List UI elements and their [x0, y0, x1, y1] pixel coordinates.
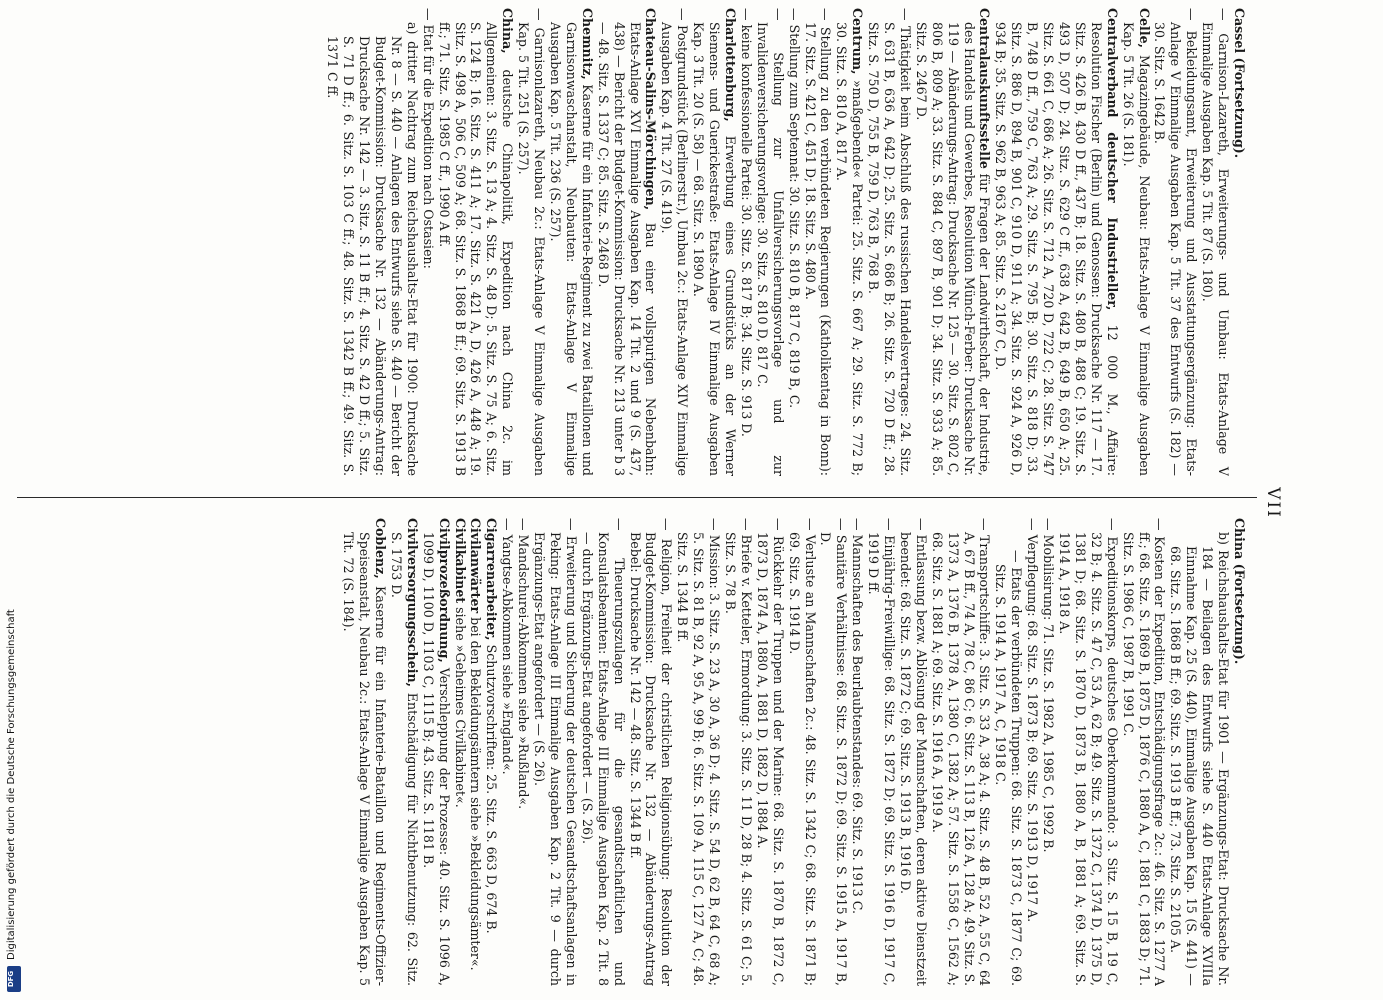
index-entry	[993, 8, 1120, 476]
entry-text: — Etats der verbündeten Truppen: 68. Sitz. S. 1873 C, 1877 C; 69. Sitz. S. 1914 A, 1917 A, C, 1918 C.	[993, 550, 1025, 986]
index-entry	[595, 8, 659, 476]
index-entry	[865, 8, 913, 476]
entry-text: — Religion, Freiheit der christlichen Religionsübung: Resolution der Budget-Kommission: Drucksache Nr. 132 — Abänderungs-Antrag Bebel: Drucksache Nr. 142 — 48. Sitz. S. 1344 B ff.	[627, 518, 675, 986]
index-entry	[340, 518, 388, 986]
index-entry	[499, 518, 515, 986]
index-entry	[913, 8, 993, 476]
entry-text: — Erweiterung und Sicherung der deutschen Gesandtschaftsanlagen in Peking: Etats-Anlage III Einmalige Ausgaben Kap. 2 Tit. 9 — durch Ergänzungs-Etat angefordert — (S. 26).	[532, 518, 579, 986]
entry-text: »maßgebende« Partei: 25. Sitz. S. 667 A; 29. Sitz. S. 772 B; 30. Sitz. S. 810 A, 817 A.	[834, 22, 866, 476]
entry-text: bei den Bekleidungsämtern siehe »Bekleidungsämter«.	[468, 617, 484, 971]
entry-heading: Centralverband deutscher Industrieller,	[1104, 8, 1120, 311]
entry-text: — Stellung zu den verbündeten Regierungen (Katholikentag in Bonn): 17. Sitz. S. 421 C, 451 D; 18. Sitz. S. 480 A.	[802, 8, 834, 476]
entry-heading: Civilversorgungsschein,	[404, 518, 420, 688]
index-entry	[1120, 8, 1152, 476]
index-entry	[849, 518, 865, 986]
entry-text: siehe »Geheimes Civilkabinet«.	[452, 607, 468, 808]
entry-text: — Etat für die Expedition nach Ostasien:	[420, 8, 436, 269]
entry-text: Kaserne für ein Infanterie-Bataillon und Regiments-Offizier-Speiseanstalt, Neubau 2c.: Etats-Anlage V Einmalige Ausgaben Kap. 5 Tit. 72 (S. 184).	[341, 532, 389, 986]
entry-heading: Cigarrenarbeiter,	[484, 518, 500, 641]
entry-heading: Civilkabinet	[452, 518, 468, 604]
entry-text: für Fragen der Landwirthschaft, der Industrie, des Handels und Gewerbes, Resolution Münch-Ferber: Drucksache Nr. 119 — Abänderungs-Antrag: Drucksache Nr. 125 — 30. Sitz. S. 802 C, 806 B, 809 A; 33. Sitz. S. 884 C, 897 B, 901 D; 34. Sitz. S. 933 A; 85. Sitz. S. 2467 D.	[913, 22, 993, 476]
index-entry	[786, 8, 802, 476]
entry-text: — Thätigkeit beim Abschluß des russischen Handelsvertrages: 24. Sitz. S. 631 B, 636 A, 642 D; 25. Sitz. S. 686 B; 26. Sitz. S. 720 D ff.; 28. Sitz. S. 750 D, 755 B, 759 D, 763 B, 768 B.	[866, 8, 913, 476]
index-entry	[865, 518, 897, 986]
entry-text: — Verluste an Mannschaften 2c.: 48. Sitz. S. 1342 C; 68. Sitz. S. 1871 B; 69. Sitz. S. 1914 D.	[786, 518, 818, 986]
entry-heading: Celle,	[1136, 8, 1152, 49]
index-entry	[1231, 8, 1247, 476]
entry-heading: China (Fortsetzung).	[1232, 518, 1247, 665]
index-entry	[452, 518, 468, 986]
entry-text: a) dritter Nachtrag zum Reichshaushalts-Etat für 1900: Drucksache Nr. 8 — S. 440 — Anlagen des Entwurfs siehe S. 440 — Bericht der Budget-Kommission: Drucksache Nr. 132 — Abänderungs-Antrag: Drucksache Nr. 142 — 3. Sitz. S. 11 B ff.; 4. Sitz. S. 42 D ff.; 5. Sitz. S. 71 D ff.; 6. Sitz. S. 103 C ff.; 48. Sitz. S. 1342 B ff.; 49. Sitz. S. 1371 C ff.	[325, 22, 420, 476]
index-entry	[515, 518, 531, 986]
index-entry	[420, 8, 436, 476]
left-column	[27, 8, 1247, 476]
column-divider	[17, 497, 1257, 498]
index-entry	[388, 518, 420, 986]
index-entry	[754, 518, 786, 986]
entry-heading: Civilanwärter	[468, 518, 484, 614]
index-entry	[658, 8, 690, 476]
entry-text: — Stellung zur Unfallversicherungsvorlage und zur Invalidenversicherungsvorlage: 30. Sitz. S. 810 D, 817 C.	[754, 8, 786, 476]
digitization-notice: Digitalisierung gefördert durch die Deutsche Forschungsgemeinschaft	[6, 609, 17, 960]
index-entry	[1024, 518, 1040, 986]
index-entry	[993, 518, 1025, 986]
index-entry	[436, 8, 516, 476]
dfg-logo-text: DFG	[7, 970, 16, 988]
entry-text: — Expeditionskorps, deutsches Oberkommando: 3. Sitz. S. 15 B, 19 C, 32 B; 4. Sitz. S. 47 C, 53 A, 62 B; 49. Sitz. S. 1372 C, 1374 D, 1375 D, 1381 D; 68. Sitz. S. 1870 D, 1873 B, 1880 A, B, 1881 A; 69. Sitz. S. 1914 A, 1918 A.	[1057, 518, 1120, 986]
index-entry	[515, 8, 547, 476]
entry-text: deutsche Chinapolitik, Expedition nach China 2c. im Allgemeinen: 3. Sitz. S. 13 A; 4. Sitz. S. 48 D; 5. Sitz. S. 75 A; 6. Sitz. S. 124 B; 16. Sitz. S. 411 A; 17. Sitz. S. 421 A, D, 426 A, 448 A; 19. Sitz. S. 498 A, 506 C, 509 A; 68. Sitz. S. 1868 B ff.; 69. Sitz. S. 1913 B ff.; 71. Sitz. S. 1985 C ff., 1990 A ff.	[436, 22, 516, 476]
entry-heading: Coblenz,	[373, 518, 389, 579]
entry-heading: Civilprozeßordnung,	[436, 518, 452, 663]
index-entry	[420, 518, 452, 986]
index-entry	[833, 8, 865, 476]
entry-text: — Transportschiffe: 3. Sitz. S. 33 A, 38 A; 4. Sitz. S. 48 B, 52 A, 55 C, 64 A, 67 B ff., 74 A, 78 C, 86 C; 6. Sitz. S. 113 B, 126 A, 128 A; 49. Sitz. S. 1373 A, 1376 B, 1378 A, 1380 C, 1382 A; 57. Sitz. S. 1558 C, 1562 A; 68. Sitz. S. 1881 A; 69. Sitz. S. 1916 A, 1919 A.	[929, 518, 993, 986]
entry-text: Bau einer vollspurigen Nebenbahn: Etats-Anlage XVI Einmalige Ausgaben Kap. 14 Tit. 2 und 9 (S. 437, 438) — Bericht der Budget-Kommission: Drucksache Nr. 213 unter b 3 — 48. Sitz. S. 1337 C; 85. Sitz. S. 2468 D.	[595, 22, 659, 476]
index-entry	[738, 8, 754, 476]
entry-heading: China,	[500, 8, 516, 54]
entry-heading: Charlottenburg,	[723, 8, 738, 122]
index-entry	[627, 518, 675, 986]
index-entry	[722, 518, 754, 986]
index-entry	[754, 8, 786, 476]
page-number: VII	[1263, 487, 1283, 519]
entry-text: — Mannschaften des Beurlaubtenstandes: 69. Sitz. S. 1913 C.	[850, 518, 866, 914]
index-entry	[547, 8, 595, 476]
entry-text: Kaserne für ein Infanterie-Regiment zu zwei Bataillonen und Garnisonwaschanstalt, Neubauten: Etats-Anlage V Einmalige Ausgaben Kap. 5 Tit. 236 (S. 257).	[548, 22, 595, 476]
index-entry	[579, 518, 627, 986]
index-entry	[897, 518, 929, 986]
index-entry	[786, 518, 818, 986]
entry-text: Schutzvorschriften: 25. Sitz. S. 663 D, 674 B.	[484, 644, 500, 934]
entry-text: — Mission: 3. Sitz. S. 23 A, 30 A, 36 D; 4. Sitz. S. 54 D, 62 B, 64 C, 68 A; 5. Sitz. S. 81 B, 92 A, 95 A, 99 B; 6. Sitz. S. 109 A, 115 C, 127 A, C; 48. Sitz. S. 1344 B ff.	[675, 518, 723, 986]
entry-text: b) Reichshaushalts-Etat für 1901 — Ergänzungs-Etat: Drucksache Nr. 184 — Beilagen des Entwurfs siehe S. 440 Etats-Anlage XVIIIa Einnahme Kap. 25 (S. 440), Einmalige Ausgaben Kap. 15 (S. 441) — 68. Sitz. S. 1868 B ff.; 69. Sitz. S. 1913 B ff.; 73. Sitz. S. 2105 A.	[1168, 532, 1232, 986]
entry-text: — Postgrundstück (Berlinerstr.), Umbau 2c.: Etats-Anlage XIV Einmalige Ausgaben Kap. 4 Tit. 27 (S. 419).	[659, 8, 691, 476]
index-entry	[674, 518, 722, 986]
entry-heading: Centrum,	[850, 8, 866, 75]
right-column	[27, 518, 1247, 986]
entry-text: — Sanitäre Verhältnisse: 68. Sitz. S. 1872 D; 69. Sitz. S. 1915 A, 1917 B, D.	[818, 518, 850, 986]
entry-text: — Kosten der Expedition, Entschädigungsfrage 2c.: 46. Sitz. S. 1277 A ff.; 68. Sitz. S. 1869 B, 1875 D, 1876 C, 1880 A, C, 1881 C, 1883 D; 71. Sitz. S. 1986 C, 1987 B, 1991 C.	[1120, 518, 1168, 986]
index-entry	[531, 518, 579, 986]
entry-text: — Mobilisirung: 71. Sitz. S. 1982 A, 1985 C, 1992 B.	[1041, 518, 1057, 853]
index-entry	[1231, 518, 1247, 986]
entry-text: — Einjährig-Freiwillige: 68. Sitz. S. 1872 D; 69. Sitz. S. 1916 D, 1917 C, 1919 D ff.	[866, 518, 898, 986]
index-entry	[1056, 518, 1120, 986]
index-entry	[929, 518, 993, 986]
entry-text: — Rückkehr der Truppen und der Marine: 68. Sitz. S. 1870 B, 1872 C, 1873 D, 1874 A, 1880 A, 1881 D, 1882 D, 1884 A.	[754, 518, 786, 986]
entry-text: — Yangtse-Abkommen siehe »England«.	[500, 518, 516, 775]
entry-text: — Mandschurei-Abkommen siehe »Rußland«.	[516, 518, 532, 810]
index-entry	[324, 8, 419, 476]
entry-text: — Garnison-Lazareth, Erweiterungs- und Umbau: Etats-Anlage V Einmalige Ausgaben Kap. 5 Tit. 87 (S. 180).	[1200, 8, 1232, 476]
entry-text: — Verpflegung: 68. Sitz. S. 1873 B; 69. Sitz. S. 1913 D, 1917 A.	[1025, 518, 1041, 923]
entry-text: — Entlassung bezw. Ablösung der Mannschaften, deren aktive Dienstzeit beendet: 68. Sitz. S. 1872 C; 69. Sitz. S. 1913 B, 1916 D.	[897, 518, 929, 986]
entry-text: 12 000 M., Affaire: Resolution Fischer (Berlin) und Genossen: Drucksache Nr. 117 — 17. Sitz. S. 426 B, 430 D ff., 437 B; 18. Sitz. S. 480 B, 488 C; 19. Sitz. S. 493 D, 507 D; 24. Sitz. S. 629 C ff., 638 A, 642 B, 649 B, 650 A; 25. Sitz. S. 661 C, 686 A; 26. Sitz. S. 712 A, 720 D, 722 C; 28. Sitz. S. 747 B, 748 D ff., 759 C, 763 A; 29. Sitz. S. 795 B; 30. Sitz. S. 818 D; 33. Sitz. S. 886 D, 894 B, 901 C, 910 D, 911 A; 34. Sitz. S. 924 A, 926 D, 934 B; 35. Sitz. S. 962 B, 963 A; 85. Sitz. S. 2167 C, D.	[993, 22, 1120, 476]
entry-text: — Briefe v. Ketteler, Ermordung: 3. Sitz. S. 11 D, 28 B; 4. Sitz. S. 61 C; 5. Sitz. S. 78 B.	[723, 518, 754, 986]
rotated-page-content	[7, 8, 1287, 998]
entry-text: Magazingebäude, Neubau: Etats-Anlage V Einmalige Ausgaben Kap. 5 Tit. 26 (S. 181).	[1120, 22, 1152, 476]
entry-text: — Bekleidungsamt, Erweiterung und Ausstattungsergänzung: Etats-Anlage V Einmalige Ausgaben Kap. 5 Tit. 37 des Entwurfs (S. 182) — 30. Sitz. S. 1642 B.	[1152, 8, 1200, 476]
index-entry	[802, 8, 834, 476]
index-entry	[1167, 518, 1231, 986]
index-entry	[690, 8, 738, 476]
entry-text: — Theuerungszulagen für die gesandtschaftlichen und Konsulatsbeamten: Etats-Anlage III Einmalige Ausgaben Kap. 2 Tit. 8 — durch Ergänzungs-Etat angefordert — (S. 26).	[579, 518, 627, 986]
index-entry	[468, 518, 484, 986]
index-entry	[484, 518, 500, 986]
index-entry	[818, 518, 850, 986]
index-entry	[1120, 518, 1168, 986]
entry-heading: Chateau-Salins-Mörchingen,	[643, 8, 659, 211]
entry-text: Erwerbung eines Grundstücks an der Werner Siemens- und Guerickestraße: Etats-Anlage IV Einmalige Ausgaben Kap. 3 Tit. 20 (S. 58) — 68. Sitz. S. 1890 A.	[691, 22, 738, 476]
entry-text: — keine konfessionelle Partei: 30. Sitz. S. 817 B; 34. Sitz. S. 913 D.	[738, 8, 754, 437]
index-entry	[1040, 518, 1056, 986]
index-entry	[1199, 8, 1231, 476]
entry-heading: Cassel (Fortsetzung).	[1232, 8, 1247, 159]
entry-text: Verschleppung der Prozesse: 40. Sitz. S. 1096 A, 1099 D, 1100 D, 1103 C, 1115 B; 43. Sitz. S. 1181 B.	[420, 532, 452, 986]
entry-text: Entschädigung für Nichtbenutzung: 62. Sitz. S. 1753 D.	[388, 532, 420, 986]
entry-heading: Chemnitz,	[579, 8, 595, 80]
entry-text: — Stellung zum Septennat: 30. Sitz. S. 810 B, 817 C, 819 B, C.	[786, 8, 802, 409]
index-entry	[1152, 8, 1200, 476]
entry-heading: Centralauskunftsstelle	[977, 8, 993, 169]
entry-text: — Garnisonlazareth, Neubau 2c.: Etats-Anlage V Einmalige Ausgaben Kap. 5 Tit. 251 (S. 257).	[516, 8, 548, 476]
